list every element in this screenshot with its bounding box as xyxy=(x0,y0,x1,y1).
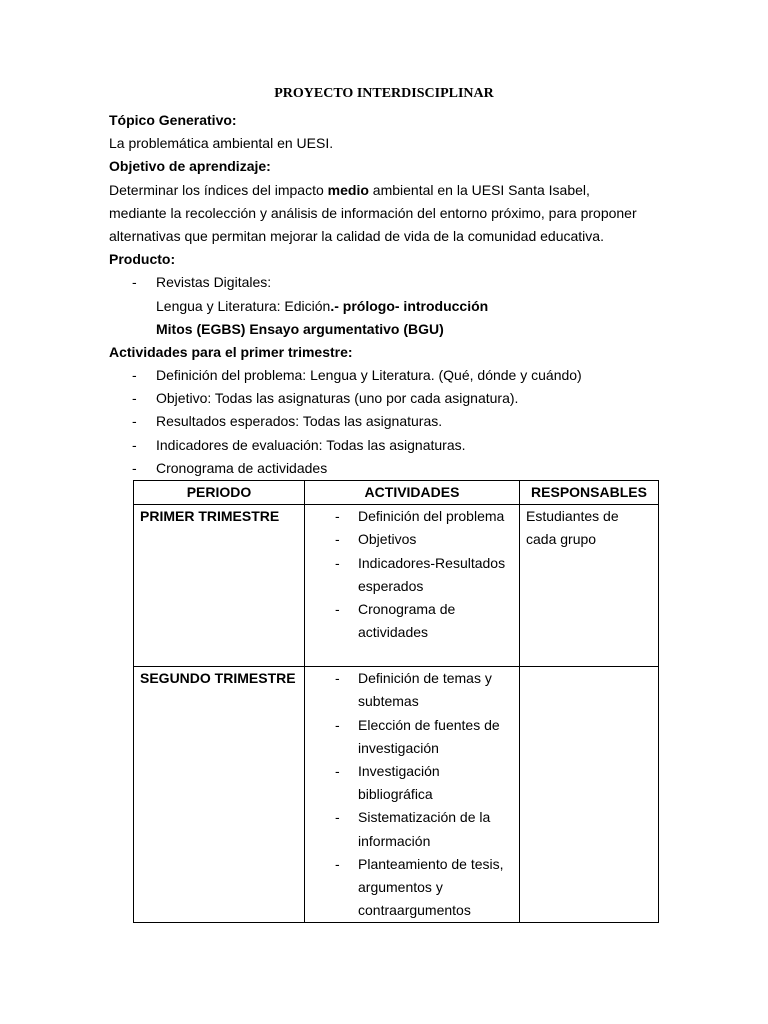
list-item-text: Indicadores-Resultados esperados xyxy=(358,554,506,594)
list-item-text: Cronograma de actividades xyxy=(156,459,328,476)
bullet-dash: - xyxy=(335,508,340,525)
list-item xyxy=(305,528,519,551)
list-item xyxy=(305,853,519,923)
bullet-dash: - xyxy=(132,390,137,407)
header-responsables: RESPONSABLES xyxy=(520,481,659,505)
bullet-dash: - xyxy=(132,459,137,476)
bullet-dash: - xyxy=(132,274,137,291)
bullet-dash: - xyxy=(335,531,340,548)
objetivo-heading: Objetivo de aprendizaje: xyxy=(109,158,271,175)
list-item xyxy=(109,434,669,457)
bullet-dash: - xyxy=(335,554,340,571)
header-periodo: PERIODO xyxy=(134,481,305,505)
list-item-text: Investigación bibliográfica xyxy=(358,763,440,803)
list-item-text: Objetivo: Todas las asignaturas (uno por cada asignatura). xyxy=(156,390,519,407)
objetivo-line-1-pre: Determinar los índices del impacto xyxy=(109,181,328,198)
list-item xyxy=(305,760,519,806)
list-item-text: Resultados esperados: Todas las asignaturas. xyxy=(156,413,443,430)
producto-sub-1-pre: Lengua y Literatura: Edición xyxy=(156,297,331,314)
list-item-text: Indicadores de evaluación: Todas las asignaturas. xyxy=(156,436,466,453)
list-item xyxy=(305,552,519,598)
cell-periodo: SEGUNDO TRIMESTRE xyxy=(134,667,305,923)
list-item xyxy=(305,598,519,644)
bullet-dash: - xyxy=(335,716,340,733)
producto-sub-1 xyxy=(109,295,669,318)
list-item xyxy=(109,387,669,410)
list-item-text: Definición del problema xyxy=(358,508,505,525)
bullet-dash: - xyxy=(335,855,340,872)
table-row xyxy=(134,505,659,667)
bullet-dash: - xyxy=(132,367,137,384)
cell-actividades xyxy=(305,505,520,667)
table-row xyxy=(134,667,659,923)
producto-item xyxy=(109,271,669,294)
list-item xyxy=(305,806,519,852)
document-body xyxy=(109,109,669,480)
objetivo-line-1 xyxy=(109,179,669,202)
topico-heading: Tópico Generativo: xyxy=(109,112,237,128)
bullet-dash: - xyxy=(335,670,340,687)
cell-responsables: Estudiantes de cada grupo xyxy=(520,505,659,667)
list-item xyxy=(109,364,669,387)
bullet-dash: - xyxy=(335,763,340,780)
list-item xyxy=(305,714,519,760)
objetivo-line-3: alternativas que permitan mejorar la calidad de vida de la comunidad educativa. xyxy=(109,227,604,244)
list-item-text: Sistematización de la información xyxy=(358,809,491,849)
bullet-dash: - xyxy=(335,809,340,826)
actividades-list xyxy=(109,364,669,480)
objetivo-line-2: mediante la recolección y análisis de información del entorno próximo, para proponer xyxy=(109,204,637,221)
list-item-text: Cronograma de actividades xyxy=(358,601,456,641)
list-item xyxy=(305,667,519,713)
producto-sub-1-bold: .- prólogo- introducción xyxy=(330,297,489,314)
header-actividades: ACTIVIDADES xyxy=(305,481,520,505)
cell-periodo: PRIMER TRIMESTRE xyxy=(134,505,305,667)
list-item-text: Elección de fuentes de investigación xyxy=(358,716,500,756)
actividades-cell-list xyxy=(305,505,519,644)
list-item-text: Planteamiento de tesis, argumentos y contraargumentos xyxy=(358,855,504,919)
actividades-cell-list xyxy=(305,667,519,922)
document-title: PROYECTO INTERDISCIPLINAR xyxy=(274,86,494,101)
producto-item-text: Revistas Digitales: xyxy=(156,274,272,291)
bullet-dash: - xyxy=(132,413,137,430)
producto-sub-2: Mitos (EGBS) Ensayo argumentativo (BGU) xyxy=(156,320,444,337)
list-item xyxy=(109,457,669,480)
bullet-dash: - xyxy=(132,436,137,453)
cell-responsables xyxy=(520,667,659,923)
list-item-text: Definición de temas y subtemas xyxy=(358,670,492,710)
list-item xyxy=(109,410,669,433)
producto-heading: Producto: xyxy=(109,251,176,268)
cell-actividades xyxy=(305,667,520,923)
actividades-heading: Actividades para el primer trimestre: xyxy=(109,343,353,360)
topico-text: La problemática ambiental en UESI. xyxy=(109,135,334,152)
bullet-dash: - xyxy=(335,601,340,618)
list-item xyxy=(305,505,519,528)
table-header-row xyxy=(134,481,659,505)
list-item-text: Objetivos xyxy=(358,531,417,548)
objetivo-line-1-post: ambiental en la UESI Santa Isabel, xyxy=(368,181,590,198)
activities-table xyxy=(133,480,659,923)
objetivo-line-1-bold: medio xyxy=(327,181,369,198)
list-item-text: Definición del problema: Lengua y Literatura. (Qué, dónde y cuándo) xyxy=(156,367,582,384)
